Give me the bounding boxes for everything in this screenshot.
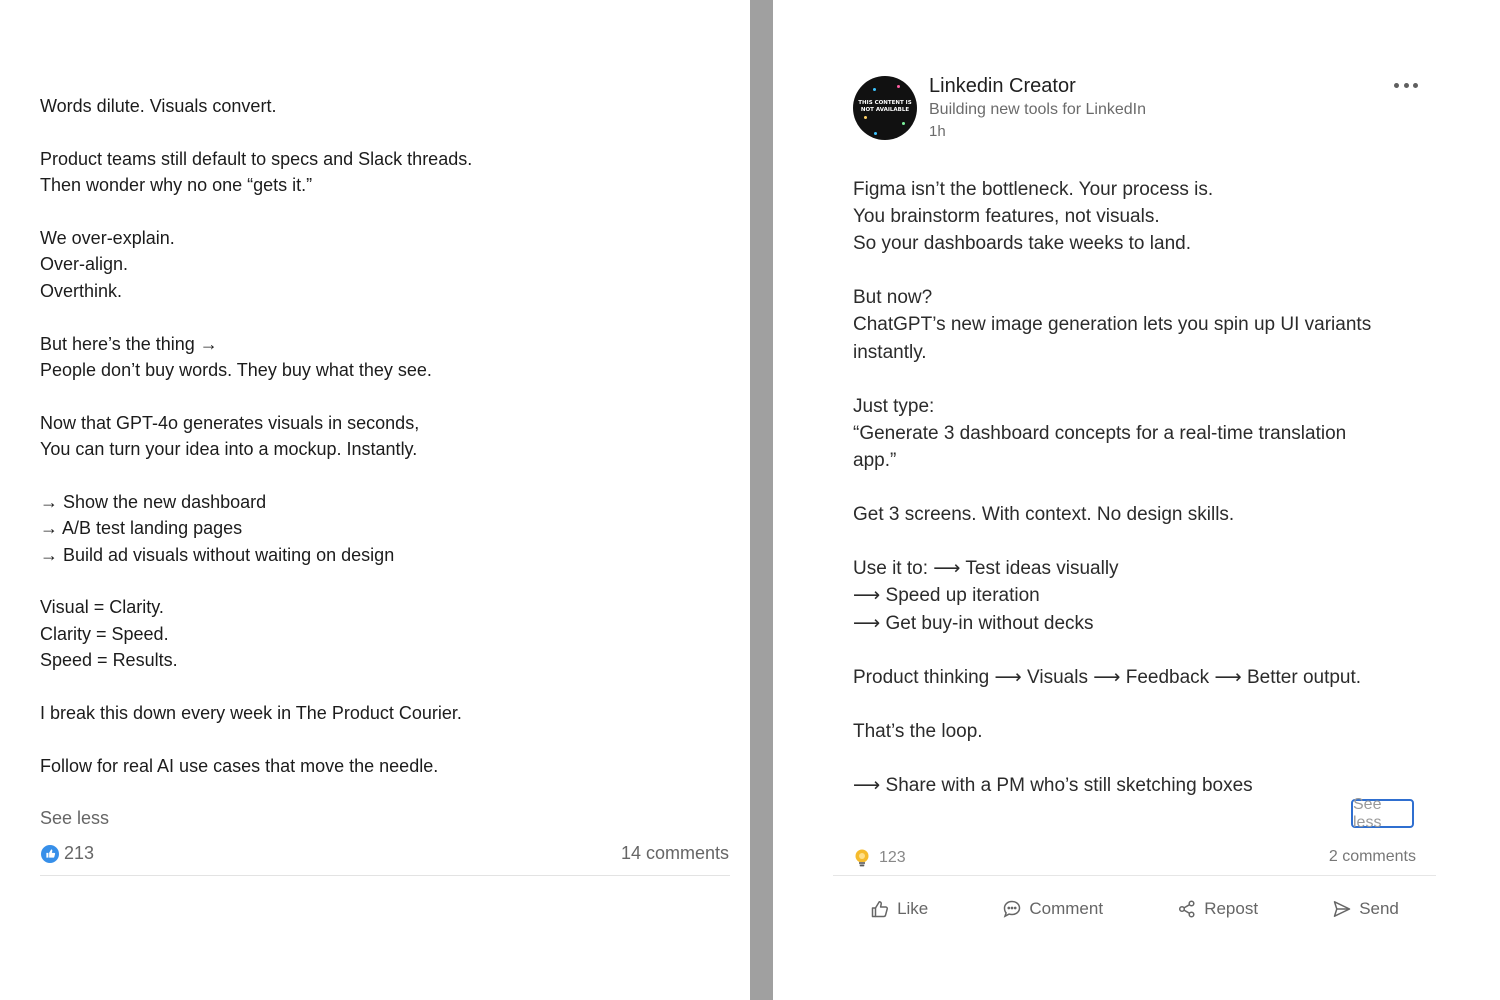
post-text-line: [40, 119, 730, 145]
like-button[interactable]: [870, 899, 928, 919]
left-reactions[interactable]: [40, 843, 94, 864]
post-text-line: Clarity = Speed.: [40, 623, 169, 644]
lightbulb-icon: [853, 848, 871, 868]
post-text-line: Overthink.: [40, 280, 123, 301]
post-text-line: [40, 304, 730, 330]
right-see-less-button[interactable]: See less: [1351, 799, 1414, 828]
post-timestamp: 1h: [929, 123, 946, 140]
post-text-line: That’s the loop.: [853, 720, 983, 742]
post-text-line: [40, 383, 730, 409]
repost-button[interactable]: [1177, 899, 1258, 919]
left-see-less-button[interactable]: See less: [40, 808, 110, 828]
comment-label: Comment: [1029, 899, 1104, 918]
post-text-line: Words dilute. Visuals convert.: [40, 96, 277, 116]
avatar-placeholder-text: THIS CONTENT IS NOT AVAILABLE: [858, 100, 912, 113]
post-text-line: “Generate 3 dashboard concepts for a real-time translation: [853, 422, 1347, 444]
post-text-line: [853, 745, 1433, 772]
send-icon: [1332, 899, 1352, 919]
left-comments-count[interactable]: 14 comments: [620, 843, 729, 863]
post-text-line: Now that GPT-4o generates visuals in seconds,: [40, 412, 420, 433]
post-text-line: ⟶ Speed up iteration: [853, 585, 1040, 607]
post-text-line: Then wonder why no one “gets it.”: [40, 175, 313, 196]
post-text-line: → Show the new dashboard: [40, 491, 267, 512]
post-text-line: Speed = Results.: [40, 650, 178, 671]
like-label: Like: [897, 899, 929, 918]
post-text-line: ChatGPT’s new image generation lets you spin up UI variants: [853, 314, 1372, 336]
right-divider: [833, 875, 1436, 876]
post-text-line: Product thinking ⟶ Visuals ⟶ Feedback ⟶ Better output.: [853, 666, 1362, 688]
right-reaction-count: 123: [879, 849, 906, 866]
right-post-panel: [773, 0, 1500, 1000]
post-text-line: → A/B test landing pages: [40, 518, 243, 539]
thumbs-up-icon: [870, 899, 890, 919]
left-post-body: [40, 93, 730, 779]
post-text-line: Just type:: [853, 395, 935, 417]
post-text-line: [40, 726, 730, 752]
comment-icon: [1002, 899, 1022, 919]
post-text-line: instantly.: [853, 341, 927, 363]
post-text-line: Get 3 screens. With context. No design skills.: [853, 504, 1235, 526]
post-text-line: Figma isn’t the bottleneck. Your process is.: [853, 179, 1214, 200]
post-text-line: [853, 637, 1433, 664]
right-comments-count[interactable]: 2 comments: [1328, 848, 1416, 865]
post-text-line: [40, 199, 730, 225]
post-text-line: Follow for real AI use cases that move the needle.: [40, 755, 439, 776]
post-text-line: [40, 568, 730, 594]
send-button[interactable]: [1332, 899, 1399, 919]
post-text-line: People don’t buy words. They buy what they see.: [40, 359, 432, 380]
post-text-line: app.”: [853, 449, 897, 471]
post-text-line: But now?: [853, 287, 933, 309]
avatar[interactable]: [853, 76, 917, 140]
panel-divider: [750, 0, 773, 1000]
post-text-line: Visual = Clarity.: [40, 597, 164, 618]
author-name[interactable]: Linkedin Creator: [929, 75, 1076, 97]
repost-label: Repost: [1204, 899, 1259, 918]
right-post-body: [853, 176, 1433, 799]
post-text-line: ⟶ Share with a PM who’s still sketching boxes: [853, 775, 1253, 797]
post-text-line: [853, 528, 1433, 555]
send-label: Send: [1359, 899, 1399, 918]
post-text-line: You can turn your idea into a mockup. Instantly.: [40, 439, 418, 460]
repost-icon: [1177, 899, 1197, 919]
post-text-line: [853, 474, 1433, 501]
post-text-line: But here’s the thing →: [40, 333, 218, 354]
post-text-line: [40, 674, 730, 700]
post-text-line: You brainstorm features, not visuals.: [853, 206, 1160, 228]
comment-button[interactable]: [1002, 899, 1103, 919]
post-text-line: We over-explain.: [40, 227, 175, 248]
post-text-line: Over-align.: [40, 254, 129, 275]
left-divider: [40, 875, 730, 876]
post-text-line: [853, 691, 1433, 718]
post-action-bar: [833, 892, 1436, 926]
more-options-icon[interactable]: [1394, 76, 1418, 94]
right-reactions[interactable]: [853, 848, 906, 868]
left-reaction-count: 213: [64, 843, 95, 863]
post-text-line: [853, 366, 1433, 393]
post-text-line: Use it to: ⟶ Test ideas visually: [853, 558, 1119, 580]
post-text-line: [853, 257, 1433, 284]
post-text-line: [40, 462, 730, 488]
post-text-line: ⟶ Get buy-in without decks: [853, 612, 1094, 634]
post-text-line: I break this down every week in The Product Courier.: [40, 702, 462, 723]
post-text-line: So your dashboards take weeks to land.: [853, 233, 1191, 255]
post-text-line: → Build ad visuals without waiting on design: [40, 544, 395, 565]
post-text-line: Product teams still default to specs and Slack threads.: [40, 148, 473, 169]
like-badge-icon: [40, 844, 60, 864]
author-headline: Building new tools for LinkedIn: [929, 101, 1147, 118]
